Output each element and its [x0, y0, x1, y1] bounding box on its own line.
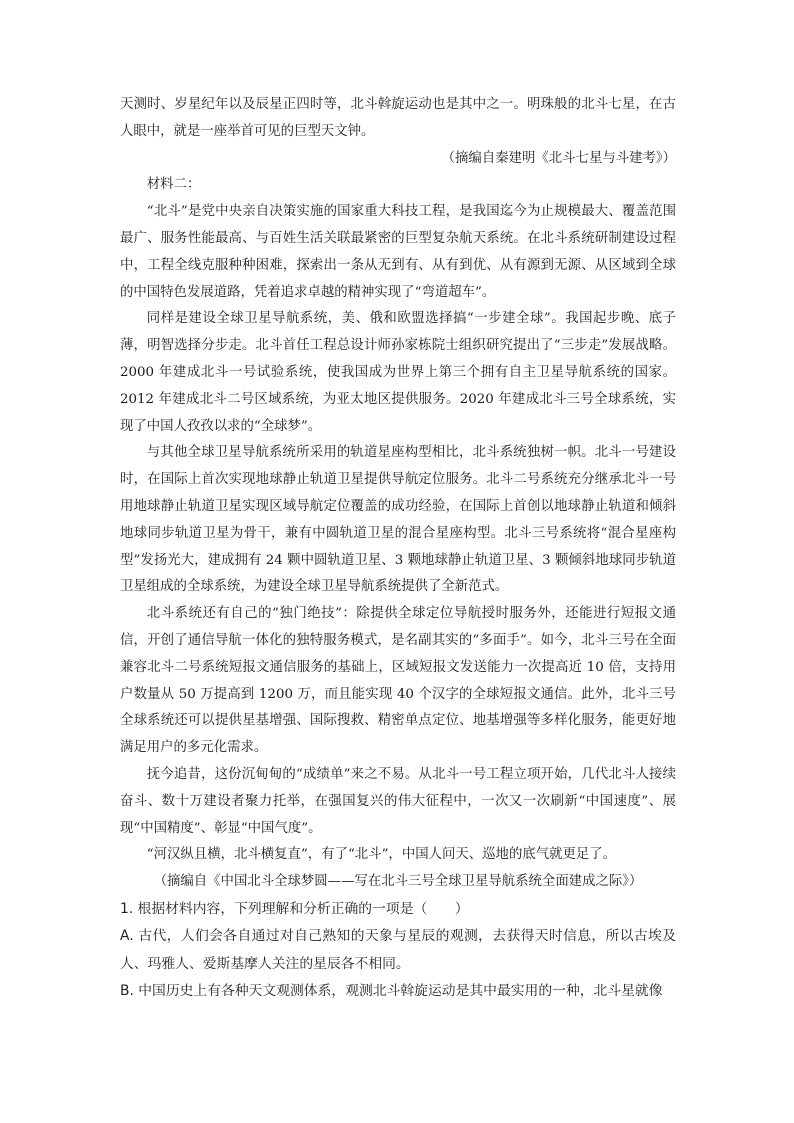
paragraph-short-message: 北斗系统还有自己的“独门绝技”：除提供全球定位导航授时服务外，还能进行短报文通信，开创了通信导航一体化的独特服务模式，是名副其实的“多面手”。如今，北斗三号在全面兼容北斗二号系统短报文通信服务的基础上，区域短报文发送能力一次提高近 10 倍，支持用户数量从 50 万提高到 1200 万，而且能实现 40 个汉字的全球短报文通信。此外，北斗三号全球系统还可以提供星基增强、国际搜救、精密单点定位、地基增强等多样化服务，能更好地满足用户的多元化需求。: [120, 606, 676, 756]
paragraph-achievement: 抚今追昔，这份沉甸甸的“成绩单”来之不易。从北斗一号工程立项开始，几代北斗人接续奋斗、数十万建设者聚力托举，在强国复兴的伟大征程中，一次又一次刷新“中国速度”、展现“中国精度”、彰显“中国气度”。: [120, 766, 676, 836]
paragraph-continuation: 天测时、岁星纪年以及辰星正四时等，北斗斡旋运动也是其中之一。明珠般的北斗七星，在古人眼中，就是一座举首可见的巨型天文钟。: [120, 97, 676, 139]
paragraph-beidou-intro: “北斗”是党中央亲自决策实施的国家重大科技工程，是我国迄今为止规模最大、覆盖范围最广、服务性能最高、与百姓生活关联最紧密的巨型复杂航天系统。在北斗系统研制建设过程中，工程全线克服种种困难，探索出一条从无到有、从有到优、从有源到无源、从区域到全球的中国特色发展道路，凭着追求卓越的精神实现了“弯道超车”。: [120, 204, 676, 300]
option-a: A. 古代，人们会各自通过对自己熟知的天象与星辰的观测，去获得天时信息，所以古埃及人、玛雅人、爱斯基摩人关注的星辰各不相同。: [120, 928, 676, 972]
source-citation-2: （摘编自《中国北斗全球梦圆——写在北斗三号全球卫星导航系统全面建成之际》）: [153, 874, 643, 890]
paragraph-poem-quote: “河汉纵且横，北斗横复直”，有了“北斗”，中国人问天、巡地的底气就更足了。: [146, 847, 617, 863]
option-b: B. 中国历史上有各种天文观测体系，观测北斗斡旋运动是其中最实用的一种，北斗星就像: [120, 983, 663, 1000]
paragraph-constellation: 与其他全球卫星导航系统所采用的轨道星座构型相比，北斗系统独树一帜。北斗一号建设时，在国际上首次实现地球静止轨道卫星提供导航定位服务。北斗二号系统充分继承北斗一号用地球静止轨道卫星实现区域导航定位覆盖的成功经验，在国际上首创以地球静止轨道和倾斜地球同步轨道卫星为骨干，兼有中圆轨道卫星的混合星座构型。北斗三号系统将“混合星座构型”发扬光大，建成拥有 24 颗中圆轨道卫星、3 颗地球静止轨道卫星、3 颗倾斜地球同步轨道卫星组成的全球系统，为建设全球卫星导航系统提供了全新范式。: [120, 445, 676, 595]
material-two-heading: 材料二：: [146, 177, 201, 193]
source-citation-1: （摘编自秦建明《北斗七星与斗建考》）: [441, 150, 676, 166]
question-stem: 1. 根据材料内容，下列理解和分析正确的一项是（ ）: [120, 900, 469, 917]
paragraph-three-steps: 同样是建设全球卫星导航系统，美、俄和欧盟选择搞“一步建全球”。我国起步晚、底子薄，明智选择分步走。北斗首任工程总设计师孙家栋院士组织研究提出了“三步走”发展战略。2000 年建成北斗一号试验系统，使我国成为世界上第三个拥有自主卫星导航系统的国家。2012 年建成北斗二号区域系统，为亚太地区提供服务。2020 年建成北斗三号全球系统，实现了中国人孜孜以求的“全球梦”。: [120, 311, 676, 434]
text-column: [120, 92, 676, 1006]
